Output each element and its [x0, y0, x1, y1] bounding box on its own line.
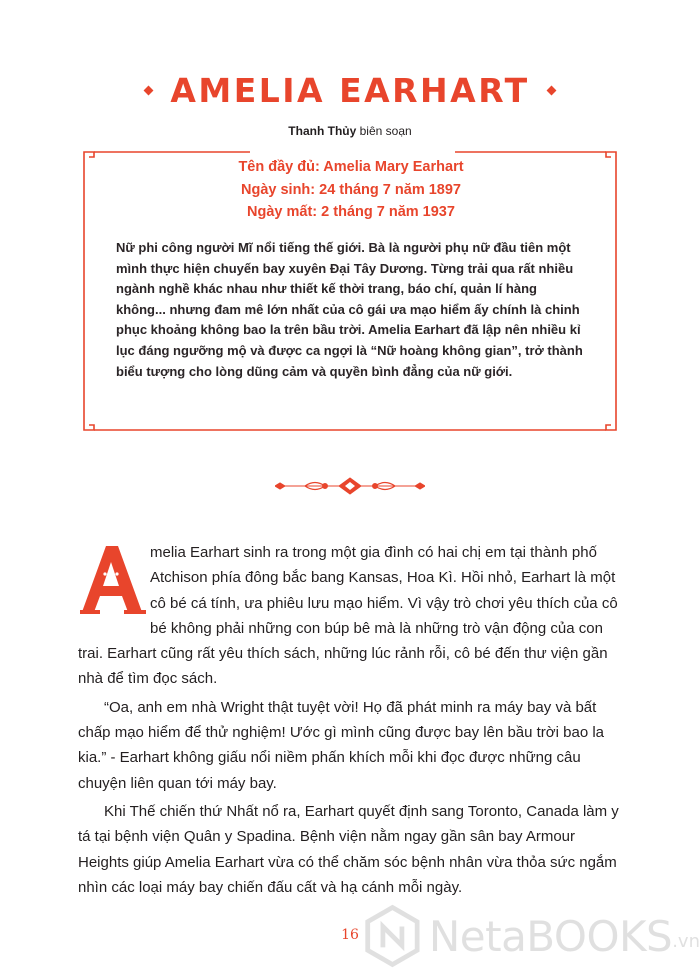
- frame-corner-bottom-right: [606, 420, 616, 430]
- author-role: biên soạn: [356, 124, 412, 138]
- full-name: Tên đầy đủ: Amelia Mary Earhart: [238, 159, 464, 175]
- watermark-text: NetaBOOKS: [428, 911, 673, 961]
- info-block: [86, 156, 616, 224]
- page-title: AMELIA EARHART: [170, 70, 530, 110]
- netabooks-logo-icon: [362, 904, 423, 968]
- watermark: [362, 900, 700, 972]
- watermark-suffix: .vn: [672, 931, 700, 952]
- death-date: Ngày mất: 2 tháng 7 năm 1937: [247, 204, 455, 220]
- story-paragraph-1: [78, 540, 628, 692]
- story-paragraph-1-text: melia Earhart sinh ra trong một gia đình có hai chị em tại thành phố Atchison phía đông bắc bang Kansas, Hoa Kì. Hồi nhỏ, Earhart là một cô bé cá tính, ưa phiêu lưu mạo hiểm. Vì vậy trò chơi yêu thích của cô bé không phải những con búp bê mà là những trò vận động của con trai. Earhart cũng rất yêu thích sách, những lúc rảnh rỗi, cô bé đến thư viện gần nhà để tìm đọc sách.: [78, 544, 618, 688]
- story-paragraph-2: “Oa, anh em nhà Wright thật tuyệt vời! Họ đã phát minh ra máy bay và bất chấp mạo hiểm để thử nghiệm! Ước gì mình cũng được bay lên bầu trời bao la kia.” - Earhart không giấu nổi niềm phấn khích mỗi khi đọc được những câu chuyện liên quan tới máy bay.: [78, 698, 605, 792]
- ornament-divider-icon: [275, 476, 425, 496]
- story-body: [78, 540, 628, 903]
- frame-corner-bottom-left: [84, 420, 94, 430]
- dropcap: [78, 544, 146, 616]
- page-number: 16: [341, 927, 359, 943]
- author-name: Thanh Thủy: [288, 124, 357, 138]
- birth-date: Ngày sinh: 24 tháng 7 năm 1897: [241, 181, 461, 198]
- story-paragraph-3: Khi Thế chiến thứ Nhất nổ ra, Earhart quyết định sang Toronto, Canada làm y tá tại bệnh viện Quân y Spadina. Bệnh viện nằm ngay gần sân bay Armour Heights giúp Amelia Earhart vừa có thể chăm sóc bệnh nhân vừa thỏa sức ngắm nhìn các loại máy bay chiến đấu cất và hạ cánh mỗi ngày.: [78, 802, 619, 896]
- bio-paragraph: Nữ phi công người Mĩ nổi tiếng thế giới. Bà là người phụ nữ đầu tiên một mình thực hiện chuyến bay xuyên Đại Tây Dương. Từng trải qua rất nhiều ngành nghề khác nhau như thiết kế thời trang, báo chí, quản lí hàng không... nhưng đam mê lớn nhất của cô gái ưa mạo hiểm ấy chính là chinh phục khoảng không bao la trên bầu trời. Amelia Earhart đã lập nên nhiều kỉ lục đáng ngưỡng mộ và được ca ngợi là “Nữ hoàng không gian”, trở thành biểu tượng cho lòng dũng cảm và quyền bình đẳng của nữ giới.: [116, 240, 583, 379]
- dropcap-letter-icon: [78, 544, 146, 616]
